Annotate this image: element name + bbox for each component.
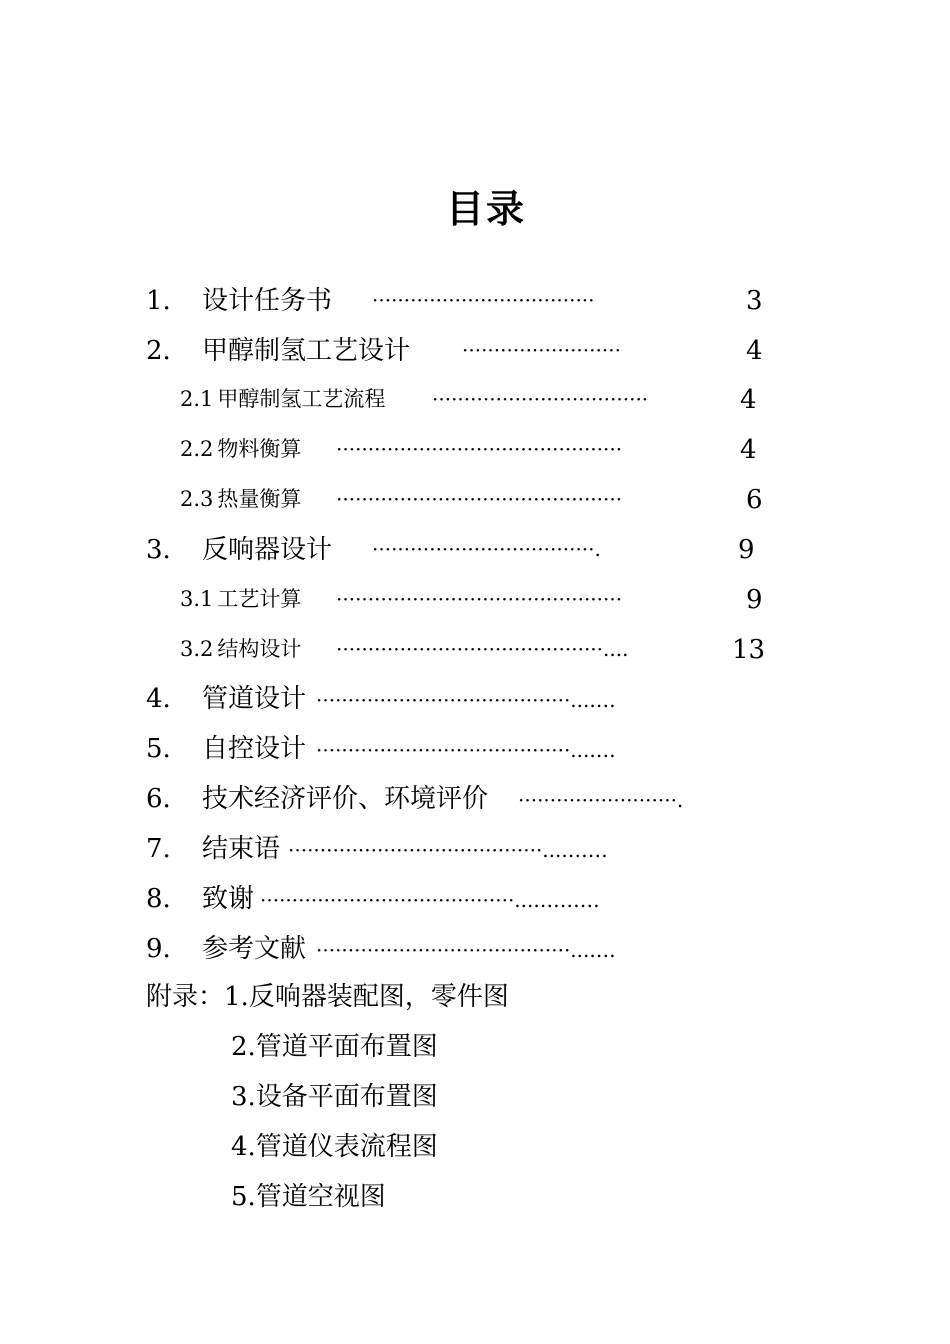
toc-number: 1. <box>146 286 171 316</box>
toc-title: 结束语 <box>202 834 281 864</box>
toc-title: 物料衡算 <box>217 437 302 461</box>
toc-entry-2-2[interactable] <box>180 439 301 460</box>
toc-page-number: 4 <box>740 385 757 415</box>
toc-leader: ········································....… <box>316 688 616 712</box>
toc-number: 2.1 <box>180 387 214 411</box>
toc-entry-9[interactable] <box>146 936 306 962</box>
toc-title: 甲醇制氢工艺流程 <box>217 387 386 411</box>
toc-entry-5[interactable] <box>146 736 306 762</box>
toc-number: 7. <box>146 834 171 864</box>
appendix-item[interactable]: 4.管道仪表流程图 <box>231 1132 438 1162</box>
toc-number: 3.1 <box>180 587 214 611</box>
toc-number: 6. <box>146 784 171 814</box>
toc-leader: ············································· <box>336 487 623 511</box>
toc-entry-1[interactable] <box>146 288 332 314</box>
toc-leader: ············································· <box>336 587 623 611</box>
toc-leader: ············································· <box>336 437 623 461</box>
toc-number: 2. <box>146 336 171 366</box>
appendix-item[interactable]: 1.反响器装配图，零件图 <box>224 982 509 1012</box>
appendix-label: 附录： <box>146 982 225 1012</box>
toc-page-number: 4 <box>740 435 757 465</box>
toc-page-number: 3 <box>746 286 763 316</box>
toc-entry-6[interactable] <box>146 786 488 812</box>
toc-leader: ···································. <box>372 537 601 561</box>
toc-title: 设计任务书 <box>202 286 333 316</box>
appendix-row <box>146 984 509 1010</box>
toc-entry-7[interactable] <box>146 836 280 862</box>
page-title: 目录 <box>445 186 526 231</box>
toc-entry-2-1[interactable] <box>180 389 385 410</box>
toc-leader: ·································· <box>432 387 649 411</box>
toc-title: 管道设计 <box>202 684 307 714</box>
toc-leader: ························· <box>462 338 621 362</box>
toc-number: 3.2 <box>180 637 214 661</box>
toc-entry-8[interactable] <box>146 886 254 912</box>
toc-entry-3-1[interactable] <box>180 589 301 610</box>
appendix-item[interactable]: 3.设备平面布置图 <box>231 1082 438 1112</box>
toc-leader: ········································....……… <box>260 888 600 912</box>
toc-leader: ·························. <box>518 788 684 812</box>
toc-entry-3-2[interactable] <box>180 639 301 660</box>
toc-entry-2-3[interactable] <box>180 489 301 510</box>
toc-leader: ········································....… <box>316 738 616 762</box>
toc-number: 8. <box>146 884 171 914</box>
toc-title: 技术经济评价、环境评价 <box>202 784 489 814</box>
toc-page-number: 9 <box>738 535 755 565</box>
toc-leader: ··········································.... <box>336 637 629 661</box>
toc-page-number: 4 <box>746 336 763 366</box>
toc-entry-3[interactable] <box>146 537 332 563</box>
toc-title: 结构设计 <box>217 637 302 661</box>
appendix-item[interactable]: 2.管道平面布置图 <box>231 1032 438 1062</box>
toc-number: 5. <box>146 734 171 764</box>
toc-entry-2[interactable] <box>146 338 410 364</box>
toc-title: 反响器设计 <box>202 535 333 565</box>
toc-leader: ········································....…… <box>288 838 608 862</box>
toc-title: 热量衡算 <box>217 487 302 511</box>
toc-leader: ········································....… <box>316 938 616 962</box>
toc-title: 甲醇制氢工艺设计 <box>202 336 411 366</box>
toc-leader: ··································· <box>372 288 595 312</box>
toc-page-number: 13 <box>732 635 766 665</box>
appendix-item[interactable]: 5.管道空视图 <box>231 1182 386 1212</box>
toc-number: 2.2 <box>180 437 214 461</box>
toc-page-number: 6 <box>746 485 763 515</box>
toc-number: 2.3 <box>180 487 214 511</box>
toc-number: 3. <box>146 535 171 565</box>
toc-title: 工艺计算 <box>217 587 302 611</box>
toc-page-number: 9 <box>746 585 763 615</box>
toc-title: 致谢 <box>202 884 255 914</box>
toc-number: 9. <box>146 934 171 964</box>
toc-number: 4. <box>146 684 171 714</box>
toc-title: 参考文献 <box>202 934 307 964</box>
toc-entry-4[interactable] <box>146 686 306 712</box>
toc-title: 自控设计 <box>202 734 307 764</box>
